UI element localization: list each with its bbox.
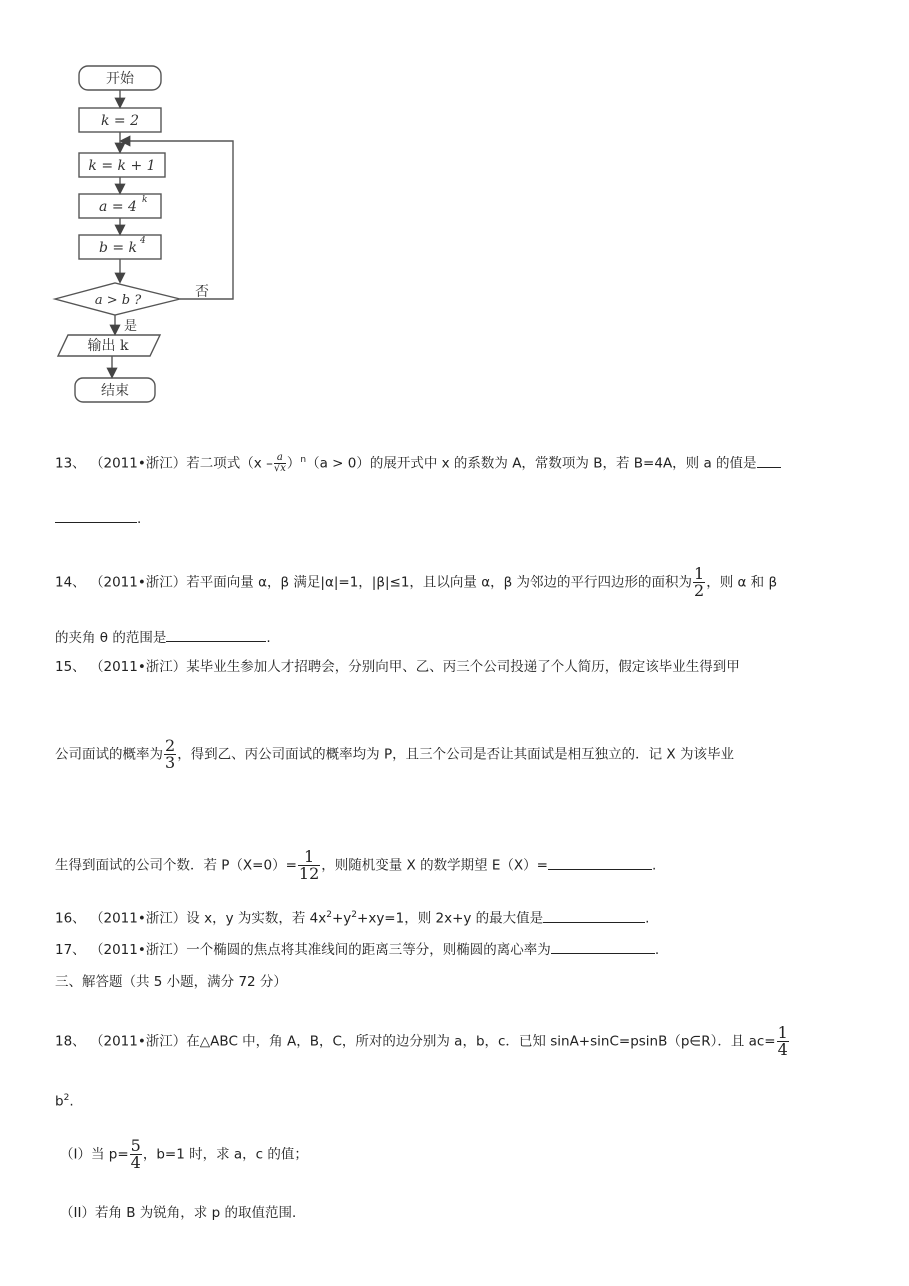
q14-end: . (266, 630, 271, 646)
q18-line1 (55, 1025, 790, 1058)
condition-label: a > b ? (94, 293, 142, 308)
q18-frac-num: 1 (777, 1023, 788, 1042)
q16-answer-blank[interactable] (543, 908, 645, 923)
q18-part1-fraction (130, 1138, 142, 1171)
q18-text-pre: （2011•浙江）在△ABC 中，角 A，B，C，所对的边分别为 a，b，c．已知 sinA+sinC=psinB（p∈R）．且 ac= (89, 1033, 776, 1050)
q14-line1 (55, 566, 777, 599)
section-heading: 三、解答题（共 5 小题，满分 72 分） (55, 974, 287, 990)
q14-fraction (693, 566, 705, 599)
q15-frac2-den: 12 (298, 864, 320, 883)
q15-line3 (55, 849, 656, 882)
init-label: k = 2 (100, 113, 140, 129)
q14-frac-num: 1 (694, 564, 705, 583)
q16-line (55, 905, 649, 929)
q13-text-post: ） (286, 455, 301, 472)
q14-frac-den: 2 (694, 581, 705, 600)
q17-answer-blank[interactable] (551, 939, 655, 954)
q13-text-post2: （a > 0）的展开式中 x 的系数为 A，常数项为 B，若 B=4A，则 a 的值是 (306, 455, 757, 472)
step-b-label: b = k (98, 240, 138, 256)
flowchart-diagram (50, 58, 250, 413)
q18-part1-pre: （I）当 p= (60, 1146, 129, 1163)
q13-answer-blank-cont[interactable] (55, 508, 137, 523)
q13-number: 13、 (55, 455, 86, 472)
q15-line2 (55, 738, 734, 771)
q18-part2: （II）若角 B 为锐角，求 p 的取值范围． (60, 1205, 306, 1221)
q14-line2 (55, 627, 271, 648)
q15-line1 (55, 657, 740, 677)
q13-line1 (55, 450, 781, 474)
q15-text-line3-pre: 生得到面试的公司个数．若 P（X=0）= (55, 857, 297, 874)
q18-frac-den: 4 (777, 1040, 788, 1059)
q18-number: 18、 (55, 1033, 86, 1050)
q15-text-line2-pre: 公司面试的概率为 (55, 746, 163, 763)
q15-frac-num: 2 (165, 736, 176, 755)
yes-label: 是 (124, 319, 138, 334)
q15-text-line2-post: ，得到乙、丙公司面试的概率均为 P，且三个公司是否让其面试是相互独立的．记 X 为该毕业 (177, 746, 734, 763)
q15-text-line1: （2011•浙江）某毕业生参加人才招聘会，分别向甲、乙、丙三个公司投递了个人简历，假定该毕业生得到甲 (89, 659, 740, 675)
q18-line2-end: . (69, 1093, 74, 1110)
step-k-label: k = k + 1 (88, 158, 156, 174)
q18-b: b (55, 1093, 64, 1110)
q15-frac-den: 3 (165, 753, 176, 772)
q16-text-post: +xy=1，则 2x+y 的最大值是 (357, 910, 544, 927)
q18-part1-frac-den: 4 (130, 1153, 141, 1172)
q16-sup1: 2 (326, 910, 332, 920)
q18-part1 (60, 1138, 308, 1171)
q15-end: . (651, 857, 657, 874)
q16-text-pre: （2011•浙江）设 x，y 为实数，若 4x (89, 910, 327, 927)
q17-number: 17、 (55, 942, 86, 958)
q16-end: . (645, 910, 650, 927)
q16-text-mid: +y (331, 910, 352, 927)
q13-end: . (137, 511, 142, 527)
q14-text-line2: 的夹角 θ 的范围是 (55, 630, 167, 646)
output-label: 输出 k (87, 338, 129, 354)
q18-fraction (777, 1025, 789, 1058)
q14-answer-blank[interactable] (166, 627, 266, 642)
q13-line2 (55, 508, 141, 529)
q13-frac-num: a (274, 453, 286, 464)
q17-end: . (654, 942, 660, 958)
q15-frac2-num: 1 (298, 849, 320, 866)
q18-part1-frac-num: 5 (130, 1136, 141, 1155)
q18-part1-post: ，b=1 时，求 a，c 的值； (142, 1146, 308, 1163)
step-a-label: a = 4 (99, 199, 137, 215)
q15-fraction2 (298, 849, 320, 882)
q13-text-pre: （2011•浙江）若二项式（x – (89, 455, 273, 472)
q13-answer-blank[interactable] (757, 453, 781, 468)
q14-text-pre: （2011•浙江）若平面向量 α，β 满足|α|=1，|β|≤1，且以向量 α，β 为邻边的平行四边形的面积为 (89, 574, 693, 591)
q14-number: 14、 (55, 574, 86, 591)
q13-sup: n (300, 455, 307, 465)
q17-text: （2011•浙江）一个椭圆的焦点将其准线间的距离三等分，则椭圆的离心率为 (89, 942, 551, 958)
end-label: 结束 (101, 383, 129, 399)
q13-fraction (274, 453, 286, 474)
q17-line (55, 939, 659, 960)
q16-number: 16、 (55, 910, 86, 927)
q16-sup2: 2 (351, 910, 358, 920)
start-label: 开始 (106, 71, 134, 87)
q15-number: 15、 (55, 659, 86, 675)
q18-line2 (55, 1088, 74, 1112)
step-b-exp: 4 (140, 236, 146, 246)
q15-fraction (164, 738, 176, 771)
step-a-exp: k (142, 195, 148, 205)
q15-answer-blank[interactable] (548, 855, 652, 870)
q14-text-post: ，则 α 和 β (706, 574, 778, 591)
q18-b-sup: 2 (63, 1093, 70, 1103)
q15-text-line3-post: ，则随机变量 X 的数学期望 E（X）= (321, 857, 548, 874)
q13-frac-den: √x (273, 463, 286, 474)
no-label: 否 (195, 284, 209, 300)
